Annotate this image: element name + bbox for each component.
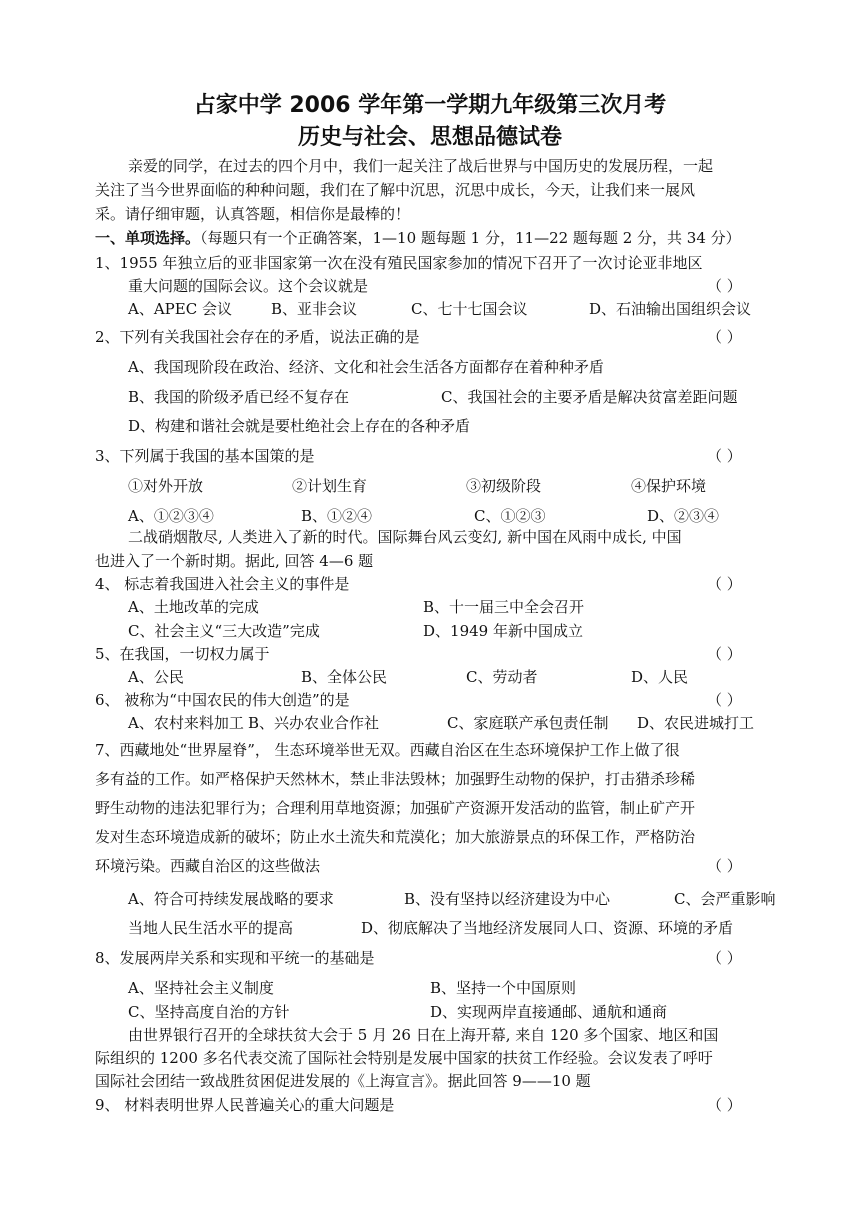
q5-option-a[interactable]: A、公民	[128, 668, 184, 686]
q7-option-a[interactable]: A、符合可持续发展战略的要求	[128, 890, 334, 908]
q4-option-c[interactable]: C、社会主义“三大改造”完成	[128, 622, 320, 640]
q1-option-d[interactable]: D、石油输出国组织会议	[589, 300, 752, 318]
passage1-line1: 二战硝烟散尽, 人类进入了新的时代。国际舞台风云变幻, 新中国在风雨中成长, 中国	[128, 528, 682, 546]
intro-line-1: 亲爱的同学，在过去的四个月中，我们一起关注了战后世界与中国历史的发展历程，一起	[128, 157, 714, 175]
q8-option-b[interactable]: B、坚持一个中国原则	[430, 979, 577, 997]
q7-option-c-continued: 当地人民生活水平的提高	[128, 919, 294, 937]
q2-option-c[interactable]: C、我国社会的主要矛盾是解决贫富差距问题	[441, 388, 738, 406]
q4-stem: 4、 标志着我国进入社会主义的事件是	[95, 575, 350, 593]
q7-answer-blank[interactable]: （ ）	[707, 857, 742, 875]
q8-stem: 8、发展两岸关系和实现和平统一的基础是	[95, 949, 375, 967]
section-title: 一、单项选择。	[95, 229, 201, 247]
passage2-line2: 际组织的 1200 多名代表交流了国际社会特别是发展中国家的扶贫工作经验。会议发表了呼吁	[95, 1049, 713, 1067]
q1-stem-line1: 1、1955 年独立后的亚非国家第一次在没有殖民国家参加的情况下召开了一次讨论亚非地区	[95, 254, 703, 272]
q1-option-c[interactable]: C、七十七国会议	[411, 300, 528, 318]
q3-answer-blank[interactable]: （ ）	[707, 447, 742, 465]
exam-title-line2: 历史与社会、思想品德试卷	[297, 125, 562, 150]
q4-option-a[interactable]: A、土地改革的完成	[128, 598, 259, 616]
q7-stem-line3: 野生动物的违法犯罪行为；合理利用草地资源；加强矿产资源开发活动的监管，制止矿产开	[95, 799, 696, 817]
passage2-line3: 国际社会团结一致战胜贫困促进发展的《上海宣言》。据此回答 9——10 题	[95, 1072, 591, 1090]
intro-line-3: 采。请仔细审题，认真答题，相信你是最棒的！	[95, 205, 411, 223]
q8-option-c[interactable]: C、坚持高度自治的方针	[128, 1003, 290, 1021]
q8-answer-blank[interactable]: （ ）	[707, 949, 742, 967]
passage2-line1: 由世界银行召开的全球扶贫大会于 5 月 26 日在上海开幕, 来自 120 多个国家、地区和国	[128, 1026, 719, 1044]
q3-option-a[interactable]: A、①②③④	[128, 507, 214, 525]
passage1-line2: 也进入了一个新时期。据此, 回答 4—6 题	[95, 552, 374, 570]
q6-option-d[interactable]: D、农民进城打工	[637, 714, 755, 732]
section-heading	[95, 228, 741, 248]
q3-item-1: ①对外开放	[128, 477, 204, 495]
q3-item-2: ②计划生育	[292, 477, 368, 495]
q5-option-d[interactable]: D、人民	[631, 668, 689, 686]
q8-option-d[interactable]: D、实现两岸直接通邮、通航和通商	[430, 1003, 668, 1021]
q1-answer-blank[interactable]: （ ）	[707, 277, 742, 295]
q5-option-b[interactable]: B、全体公民	[301, 668, 388, 686]
q3-item-3: ③初级阶段	[466, 477, 542, 495]
q2-answer-blank[interactable]: （ ）	[707, 328, 742, 346]
q6-answer-blank[interactable]: （ ）	[707, 691, 742, 709]
q3-item-4: ④保护环境	[631, 477, 707, 495]
q1-option-b[interactable]: B、亚非会议	[271, 300, 358, 318]
q7-stem-line2: 多有益的工作。如严格保护天然林木，禁止非法毁林；加强野生动物的保护，打击猎杀珍稀	[95, 770, 696, 788]
q6-option-a[interactable]: A、农村来料加工	[128, 714, 244, 732]
q5-stem: 5、在我国，一切权力属于	[95, 645, 270, 663]
q6-stem: 6、 被称为“中国农民的伟大创造”的是	[95, 691, 350, 709]
q1-stem-line2: 重大问题的国际会议。这个会议就是	[128, 277, 369, 295]
q1-option-a[interactable]: A、APEC 会议	[128, 300, 232, 318]
q5-answer-blank[interactable]: （ ）	[707, 645, 742, 663]
q9-stem: 9、 材料表明世界人民普遍关心的重大问题是	[95, 1096, 395, 1114]
q7-option-c[interactable]: C、会严重影响	[674, 890, 776, 908]
q2-option-b[interactable]: B、我国的阶级矛盾已经不复存在	[128, 388, 350, 406]
q3-option-c[interactable]: C、①②③	[474, 507, 546, 525]
q4-option-b[interactable]: B、十一届三中全会召开	[423, 598, 585, 616]
q3-option-d[interactable]: D、②③④	[647, 507, 720, 525]
q4-answer-blank[interactable]: （ ）	[707, 575, 742, 593]
section-note: （每题只有一个正确答案，1—10 题每题 1 分，11—22 题每题 2 分，共 34 分）	[200, 229, 741, 247]
q7-stem-line4: 发对生态环境造成新的破坏；防止水土流失和荒漠化；加大旅游景点的环保工作，严格防治	[95, 828, 696, 846]
q7-stem-line5: 环境污染。西藏自治区的这些做法	[95, 857, 321, 875]
q5-option-c[interactable]: C、劳动者	[466, 668, 538, 686]
q3-option-b[interactable]: B、①②④	[301, 507, 373, 525]
q2-option-a[interactable]: A、我国现阶段在政治、经济、文化和社会生活各方面都存在着种种矛盾	[128, 358, 604, 376]
q7-stem-line1: 7、西藏地处“世界屋脊”， 生态环境举世无双。西藏自治区在生态环境保护工作上做了很	[95, 741, 680, 759]
q6-option-c[interactable]: C、家庭联产承包责任制	[447, 714, 609, 732]
q7-option-b[interactable]: B、没有坚持以经济建设为中心	[404, 890, 611, 908]
q2-stem: 2、下列有关我国社会存在的矛盾，说法正确的是	[95, 328, 420, 346]
q8-option-a[interactable]: A、坚持社会主义制度	[128, 979, 274, 997]
q4-option-d[interactable]: D、1949 年新中国成立	[423, 622, 583, 640]
q9-answer-blank[interactable]: （ ）	[707, 1096, 742, 1114]
q3-stem: 3、下列属于我国的基本国策的是	[95, 447, 315, 465]
intro-line-2: 关注了当今世界面临的种种问题，我们在了解中沉思，沉思中成长，今天，让我们来一展风	[95, 181, 696, 199]
q7-option-d[interactable]: D、彻底解决了当地经济发展同人口、资源、环境的矛盾	[361, 919, 734, 937]
q2-option-d[interactable]: D、构建和谐社会就是要杜绝社会上存在的各种矛盾	[128, 417, 471, 435]
q6-option-b[interactable]: B、兴办农业合作社	[248, 714, 380, 732]
exam-title-line1: 占家中学 2006 学年第一学期九年级第三次月考	[193, 93, 667, 118]
